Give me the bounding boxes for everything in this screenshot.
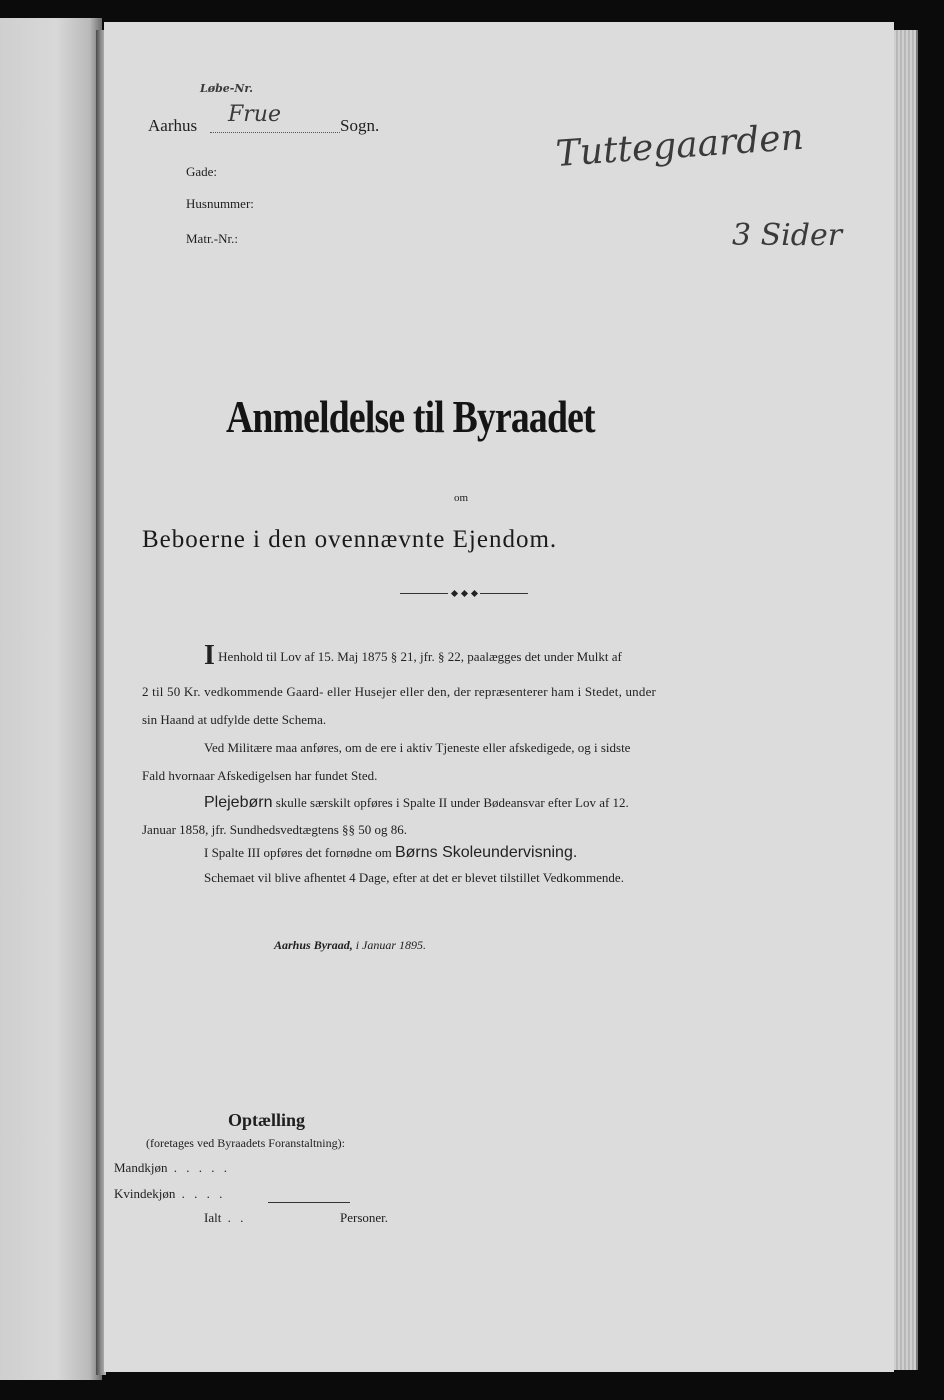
signature-line (274, 938, 426, 953)
instruction-p2-line1: Ved Militære maa anføres, om de ere i aktiv Tjeneste eller afskedigede, og i sidste (204, 740, 631, 755)
instruction-p3-line1 (204, 794, 629, 812)
count-note: (foretages ved Byraadets Foranstaltning): (146, 1136, 345, 1150)
skoleundervisning-emphasis: Børns Skoleundervisning. (394, 844, 578, 861)
male-row: Mandkjøn . . . . . (114, 1160, 230, 1175)
instruction-p2-line2: Fald hvornaar Afskedigelsen har fundet Sted. (142, 768, 378, 783)
sum-rule (268, 1202, 350, 1203)
signature-authority: Aarhus Byraad, (274, 938, 353, 952)
ornament-divider (400, 591, 528, 597)
gade-label: Gade: (186, 164, 218, 179)
male-label: Mandkjøn (114, 1160, 168, 1175)
drop-cap: I (204, 640, 215, 671)
persons-label: Personer. (340, 1210, 389, 1225)
instruction-p5: Schemaet vil blive afhentet 4 Dage, efter at det er blevet tilstillet Vedkommende. (204, 870, 624, 885)
handwritten-floor-note: 3 Sider (732, 218, 843, 253)
count-heading: Optælling (228, 1110, 306, 1130)
facing-page-left (0, 18, 102, 1380)
instruction-p1-line1-text: Henhold til Lov af 15. Maj 1875 § 21, jfr. § 22, paalægges det under Mulkt af (218, 649, 622, 664)
instruction-p4-text: I Spalte III opføres det fornødne om (204, 845, 392, 860)
instruction-p1-line3: sin Haand at udfylde dette Schema. (142, 712, 327, 727)
female-row: Kvindekjøn . . . . (114, 1186, 226, 1201)
instruction-p1-line1 (204, 640, 622, 671)
female-label: Kvindekjøn (114, 1186, 176, 1201)
total-label: Ialt (204, 1210, 222, 1225)
om-word: om (454, 492, 469, 504)
lobe-nr-label: Løbe-Nr. (200, 82, 253, 95)
document-page (104, 22, 894, 1372)
city-label: Aarhus (148, 116, 198, 135)
page-subtitle: Beboerne i den ovennævnte Ejendom. (142, 526, 558, 553)
instruction-p4 (204, 844, 577, 862)
instruction-p3-line1-text: skulle særskilt opføres i Spalte II under Bødeansvar efter Lov af 12. (275, 795, 629, 810)
plejeborn-emphasis: Plejebørn (204, 794, 273, 811)
husnummer-label: Husnummer: (186, 196, 254, 211)
instruction-p1-line2: 2 til 50 Kr. vedkommende Gaard- eller Husejer eller den, der repræsenterer ham i Stedet, under (142, 684, 657, 699)
signature-date: i Januar 1895. (355, 938, 427, 952)
parish-handwritten: Frue (228, 102, 281, 127)
instruction-p3-line2: Januar 1858, jfr. Sundhedsvedtægtens §§ 50 og 86. (142, 822, 408, 837)
sogn-label: Sogn. (340, 116, 380, 135)
page-title: Anmeldelse til Byraadet (226, 391, 595, 442)
total-row: Ialt . . (204, 1210, 247, 1225)
handwritten-street-name: Tuttegaarden (554, 116, 805, 175)
matr-nr-label: Matr.-Nr.: (186, 231, 238, 246)
